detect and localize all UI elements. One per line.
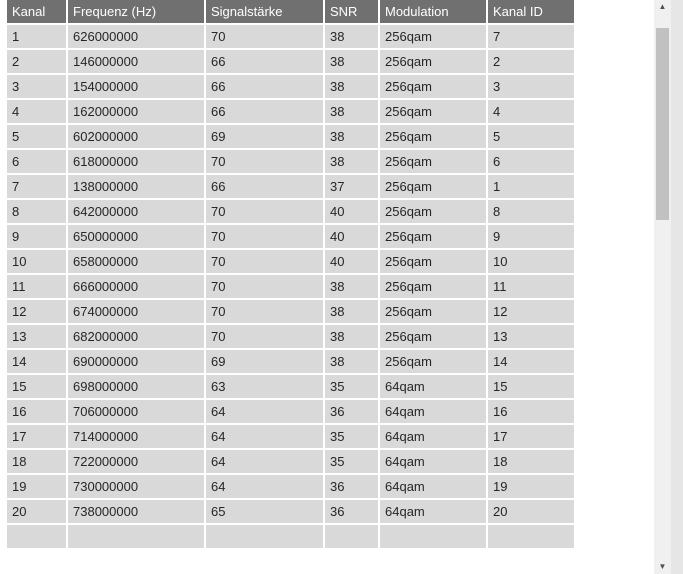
cell-modulation: 64qam — [380, 425, 486, 448]
table-row — [7, 50, 574, 73]
cell-signalstaerke: 64 — [206, 475, 323, 498]
cell-frequenz: 146000000 — [68, 50, 204, 73]
table-row — [7, 450, 574, 473]
cell-modulation: 256qam — [380, 200, 486, 223]
downstream-channel-table — [5, 0, 576, 550]
cell-frequenz: 154000000 — [68, 75, 204, 98]
cell-frequenz: 666000000 — [68, 275, 204, 298]
cell-snr: 37 — [325, 175, 378, 198]
header-signalstaerke: Signalstärke — [206, 0, 323, 23]
cell-kanal: 20 — [7, 500, 66, 523]
cell-empty — [206, 525, 323, 548]
cell-signalstaerke: 65 — [206, 500, 323, 523]
table-header-row — [7, 0, 574, 23]
cell-empty — [7, 525, 66, 548]
cell-kanal-id: 10 — [488, 250, 574, 273]
cell-kanal: 1 — [7, 25, 66, 48]
cell-kanal: 11 — [7, 275, 66, 298]
scroll-thumb[interactable] — [656, 28, 669, 220]
cell-modulation: 256qam — [380, 225, 486, 248]
cell-frequenz: 138000000 — [68, 175, 204, 198]
cell-frequenz: 722000000 — [68, 450, 204, 473]
cell-signalstaerke: 69 — [206, 125, 323, 148]
cell-modulation: 256qam — [380, 75, 486, 98]
window-frame-edge — [671, 0, 683, 574]
cell-snr: 38 — [325, 50, 378, 73]
cell-signalstaerke: 64 — [206, 425, 323, 448]
cell-frequenz: 162000000 — [68, 100, 204, 123]
cell-snr: 35 — [325, 450, 378, 473]
cell-signalstaerke: 70 — [206, 225, 323, 248]
cell-kanal: 3 — [7, 75, 66, 98]
header-modulation: Modulation — [380, 0, 486, 23]
cell-kanal: 9 — [7, 225, 66, 248]
cell-snr: 36 — [325, 500, 378, 523]
cell-snr: 35 — [325, 375, 378, 398]
cell-modulation: 64qam — [380, 500, 486, 523]
cell-kanal: 17 — [7, 425, 66, 448]
table-row — [7, 300, 574, 323]
cell-frequenz: 618000000 — [68, 150, 204, 173]
cell-snr: 38 — [325, 25, 378, 48]
cell-frequenz: 690000000 — [68, 350, 204, 373]
cell-snr: 36 — [325, 475, 378, 498]
table-row — [7, 200, 574, 223]
table-row — [7, 75, 574, 98]
cell-empty — [68, 525, 204, 548]
cell-kanal: 14 — [7, 350, 66, 373]
cell-frequenz: 602000000 — [68, 125, 204, 148]
table-row — [7, 425, 574, 448]
vertical-scrollbar[interactable] — [654, 0, 671, 574]
cell-modulation: 256qam — [380, 250, 486, 273]
cell-modulation: 256qam — [380, 50, 486, 73]
cell-signalstaerke: 70 — [206, 200, 323, 223]
cell-kanal: 8 — [7, 200, 66, 223]
cell-kanal: 4 — [7, 100, 66, 123]
header-snr: SNR — [325, 0, 378, 23]
cell-frequenz: 698000000 — [68, 375, 204, 398]
header-frequenz: Frequenz (Hz) — [68, 0, 204, 23]
cell-kanal-id: 6 — [488, 150, 574, 173]
cell-frequenz: 626000000 — [68, 25, 204, 48]
cell-signalstaerke: 66 — [206, 100, 323, 123]
cell-kanal: 19 — [7, 475, 66, 498]
cell-snr: 38 — [325, 75, 378, 98]
table-row — [7, 400, 574, 423]
cell-snr: 40 — [325, 200, 378, 223]
table-row-partial — [7, 525, 574, 548]
cell-kanal: 10 — [7, 250, 66, 273]
cell-snr: 38 — [325, 125, 378, 148]
cell-signalstaerke: 70 — [206, 275, 323, 298]
header-kanal-id: Kanal ID — [488, 0, 574, 23]
table-row — [7, 350, 574, 373]
table-row — [7, 100, 574, 123]
cell-signalstaerke: 69 — [206, 350, 323, 373]
cell-modulation: 256qam — [380, 25, 486, 48]
cell-modulation: 256qam — [380, 100, 486, 123]
cell-signalstaerke: 66 — [206, 75, 323, 98]
cell-signalstaerke: 64 — [206, 450, 323, 473]
cell-kanal-id: 8 — [488, 200, 574, 223]
cell-modulation: 256qam — [380, 350, 486, 373]
cell-signalstaerke: 70 — [206, 25, 323, 48]
cell-kanal-id: 1 — [488, 175, 574, 198]
cell-kanal: 16 — [7, 400, 66, 423]
cell-snr: 40 — [325, 250, 378, 273]
cell-modulation: 256qam — [380, 275, 486, 298]
table-row — [7, 250, 574, 273]
cell-kanal-id: 5 — [488, 125, 574, 148]
cell-modulation: 256qam — [380, 150, 486, 173]
cell-empty — [488, 525, 574, 548]
cell-snr: 38 — [325, 350, 378, 373]
cell-frequenz: 682000000 — [68, 325, 204, 348]
cell-kanal-id: 15 — [488, 375, 574, 398]
cell-signalstaerke: 66 — [206, 50, 323, 73]
cell-signalstaerke: 70 — [206, 325, 323, 348]
cell-kanal: 6 — [7, 150, 66, 173]
cell-modulation: 256qam — [380, 125, 486, 148]
scroll-up-icon[interactable]: ▲ — [658, 2, 667, 11]
cell-frequenz: 738000000 — [68, 500, 204, 523]
cell-snr: 40 — [325, 225, 378, 248]
cell-snr: 38 — [325, 275, 378, 298]
table-row — [7, 225, 574, 248]
header-kanal: Kanal — [7, 0, 66, 23]
cell-modulation: 64qam — [380, 400, 486, 423]
cell-modulation: 64qam — [380, 450, 486, 473]
cell-kanal-id: 16 — [488, 400, 574, 423]
cell-frequenz: 642000000 — [68, 200, 204, 223]
table-row — [7, 375, 574, 398]
cell-kanal: 15 — [7, 375, 66, 398]
cell-empty — [380, 525, 486, 548]
cell-kanal-id: 12 — [488, 300, 574, 323]
cell-modulation: 64qam — [380, 475, 486, 498]
cell-frequenz: 658000000 — [68, 250, 204, 273]
cell-snr: 38 — [325, 150, 378, 173]
table-row — [7, 325, 574, 348]
cell-kanal-id: 4 — [488, 100, 574, 123]
cell-kanal-id: 14 — [488, 350, 574, 373]
cell-kanal-id: 19 — [488, 475, 574, 498]
cell-frequenz: 706000000 — [68, 400, 204, 423]
table-row — [7, 150, 574, 173]
cell-kanal-id: 13 — [488, 325, 574, 348]
cell-signalstaerke: 63 — [206, 375, 323, 398]
table-row — [7, 475, 574, 498]
cell-kanal: 2 — [7, 50, 66, 73]
cell-kanal-id: 17 — [488, 425, 574, 448]
cell-modulation: 256qam — [380, 325, 486, 348]
cell-snr: 38 — [325, 300, 378, 323]
cell-kanal: 12 — [7, 300, 66, 323]
cell-modulation: 256qam — [380, 175, 486, 198]
cell-kanal-id: 9 — [488, 225, 574, 248]
cell-kanal: 18 — [7, 450, 66, 473]
cell-kanal: 5 — [7, 125, 66, 148]
cell-kanal: 7 — [7, 175, 66, 198]
cell-modulation: 64qam — [380, 375, 486, 398]
cell-kanal-id: 11 — [488, 275, 574, 298]
cell-kanal-id: 7 — [488, 25, 574, 48]
table-row — [7, 125, 574, 148]
cell-kanal-id: 3 — [488, 75, 574, 98]
cell-snr: 38 — [325, 325, 378, 348]
cell-snr: 36 — [325, 400, 378, 423]
cell-snr: 35 — [325, 425, 378, 448]
cell-signalstaerke: 70 — [206, 300, 323, 323]
cell-snr: 38 — [325, 100, 378, 123]
cell-signalstaerke: 70 — [206, 150, 323, 173]
cell-frequenz: 730000000 — [68, 475, 204, 498]
cell-signalstaerke: 64 — [206, 400, 323, 423]
cell-kanal-id: 20 — [488, 500, 574, 523]
table-row — [7, 175, 574, 198]
cell-frequenz: 650000000 — [68, 225, 204, 248]
cell-kanal-id: 2 — [488, 50, 574, 73]
cell-signalstaerke: 66 — [206, 175, 323, 198]
cell-signalstaerke: 70 — [206, 250, 323, 273]
table-row — [7, 500, 574, 523]
table-body — [7, 25, 574, 548]
cell-empty — [325, 525, 378, 548]
scroll-down-icon[interactable]: ▼ — [658, 562, 667, 571]
cell-kanal: 13 — [7, 325, 66, 348]
cell-frequenz: 714000000 — [68, 425, 204, 448]
cell-modulation: 256qam — [380, 300, 486, 323]
cell-frequenz: 674000000 — [68, 300, 204, 323]
cell-kanal-id: 18 — [488, 450, 574, 473]
table-row — [7, 275, 574, 298]
table-row — [7, 25, 574, 48]
